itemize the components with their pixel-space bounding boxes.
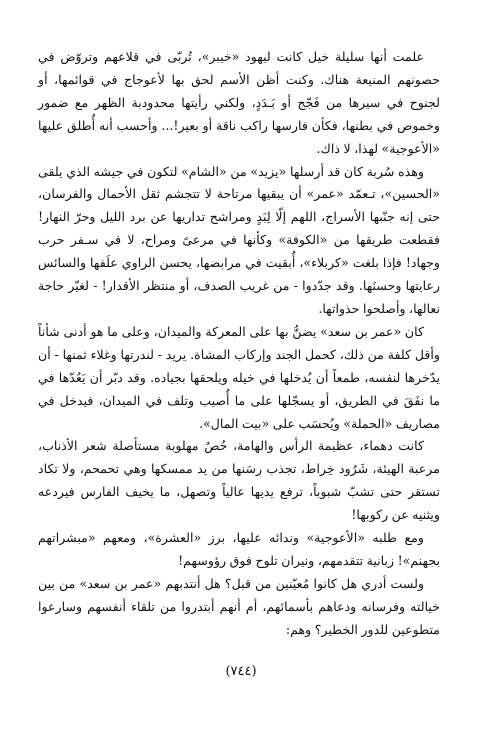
paragraph-question: ولست أدري هل كانوا مُعيّنين من قبل؟ هل أنتدبهم «عمر بن سعد» من بين خيالته وفرسانه ودعاهم بأسمائهم، أم أنهم أبتدروا من تلقاء أنفسهم وسارعوا متطوعين للدور الخطير؟ وهم:	[38, 575, 440, 637]
paragraph-khaybar-horse: علمت أنها سليلة خيل كانت ليهود «خيبر»، تُربّى في قلاعهم وتروّض في حصونهم المنيعة هناك. وكنت أظن الأسم لحق بها لأعوجاج في قوائمها، أو لجنوح في سيرها من فَجّج أو بَـدَدٍ، ولكني رأيتها محدودبة الظهر مع ضمور وخموص في بطنها، فكأن فارسها راكب ناقة أو بعير!... وأحسب أنه أُطلق عليها «الأعوجية» لهذا، لا ذاك.	[38, 49, 440, 156]
paragraph-yazid-herd: وهذه سُربة كان قد أرسلها «يزيد» من «الشام» لتكون في جيشه الذي يلقى «الحسين»، تـعمّد «عمر» أن يبقيها مرتاحة لا تتجشم ثقل الأحمال والفرسان، حتى إنه جنّبها الأسراج، اللهم إلّا لِبَدٍ ومراشح تداريها عن برد الليل وحرّ النهار! فقطعت طريقها من «الكوفة» وكأنها في مرعىً ومراح، لا في سـفر حرب وجهاد! فإذا بلغت «كربلاء»، أُبقيت في مرابضها، يحسن الراوي علَفها والسائس رعايتها وحسنَها. وقد جدّدوا - من غريب الصدف، أو منتظر الأقدار! - لغيّر حاجة نعالها، وأصلحوا حذواتها.	[38, 163, 440, 316]
paragraph-umar-ibn-saad: كان «عمر بن سعد» يضنُّ بها على المعركة والميدان، وعلى ما هو أدنى شأناً وأقل كلفة من ذلك، كحمل الجند وإركاب المشاة. يريد - لندرتها وغلاء ثمنها - أن يدّخرها لنفسه، طمعاً أن يُدخلها في خيله ويلحقها بجياده. وقد دبّر أن يَعُدّها في ما نفَقَ في الطريق، أو يسجّلها على ما أُصيب وتلف في الميدان، فيدخل في مصاريف «الحملة» ويُحسَب على «بيت المال».	[38, 323, 440, 431]
paragraph-the-ten: ومع طلبه «الأعوجية» وندائه عليها، برز «العشرة»، ومعهم «مبشراتهم بجهنم»! زبانية تتقدمهم، ونيران تلوح فوق رؤوسهم!	[38, 530, 440, 568]
page-body	[38, 46, 440, 642]
paragraph-horse-description: كانت دهماء، عظيمة الرأس والهامة، حُصٌ مهلوبة مستأصلة شعر الأذناب، مرعبة الهيئة، شَرُود خِراط، تجذب رسَنها من يد ممسكها وهي تحمحم، ولا تكاد تستقر حتى تشبّ شبوباً، ترفع يديها عالياً وتصهل، ما يخيف الفارس فيردعه ويثنيه عن ركوبها!	[38, 438, 440, 523]
page-number: (٧٤٤)	[225, 664, 257, 679]
